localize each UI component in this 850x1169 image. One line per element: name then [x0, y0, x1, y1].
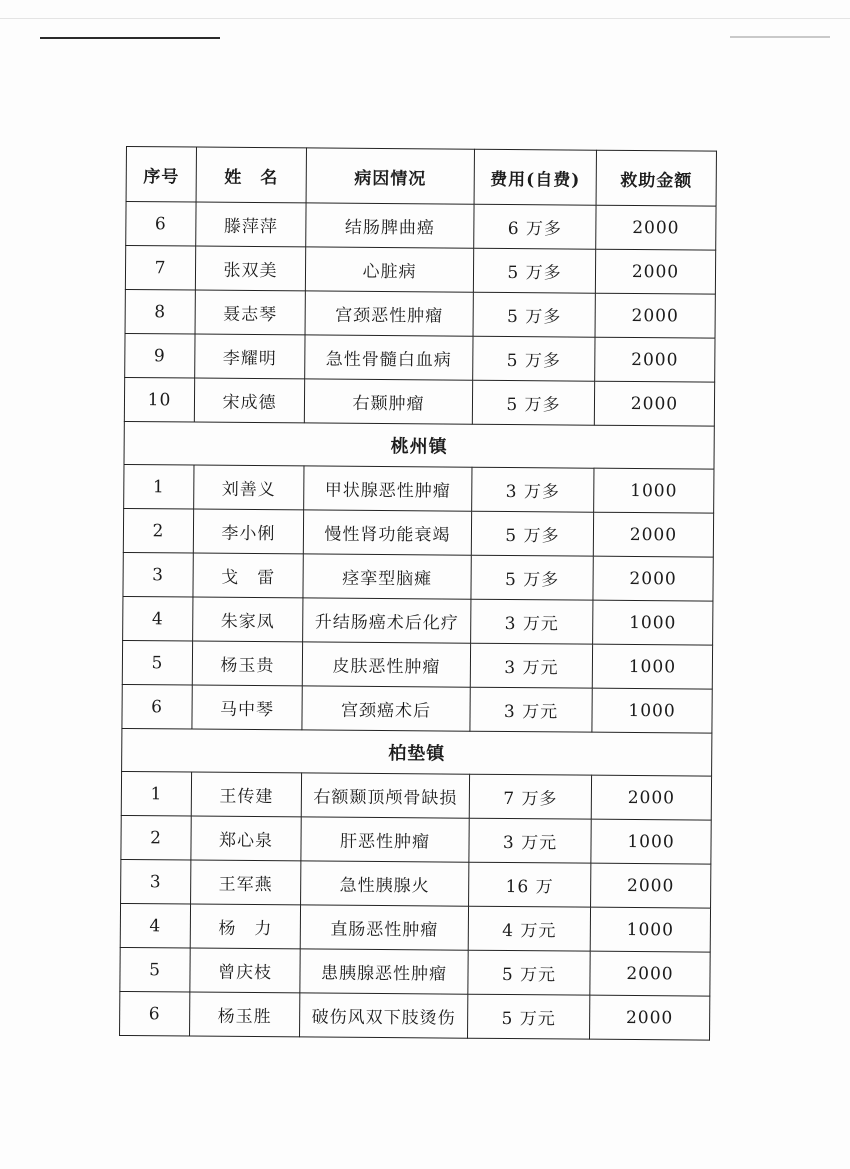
cell-cost: 6 万多	[474, 204, 596, 249]
cell-serial: 5	[120, 947, 190, 992]
table-row	[123, 508, 713, 557]
section-row	[124, 421, 714, 469]
table-row	[125, 246, 715, 295]
cell-aid: 2000	[589, 995, 709, 1040]
cell-serial: 5	[122, 640, 192, 685]
cell-aid: 2000	[595, 249, 715, 294]
cell-name: 刘善义	[194, 465, 304, 510]
cell-name: 李小俐	[193, 509, 303, 554]
cell-serial: 9	[125, 333, 195, 378]
cell-serial: 4	[120, 903, 190, 948]
cell-cause: 急性胰腺火	[301, 861, 469, 906]
cell-cause: 痉挛型脑瘫	[303, 554, 471, 599]
page-rule	[40, 37, 220, 39]
cell-serial: 8	[125, 289, 195, 334]
cell-serial: 7	[125, 246, 195, 291]
table-row	[122, 684, 712, 733]
header-serial: 序号	[126, 147, 196, 203]
table-body	[120, 202, 717, 1041]
cell-cost: 5 万多	[473, 292, 595, 337]
cell-serial: 10	[124, 377, 194, 422]
cell-aid: 2000	[593, 512, 713, 557]
cell-serial: 6	[122, 684, 192, 729]
cell-aid: 1000	[590, 907, 710, 952]
page-rule-faint	[730, 36, 830, 38]
cell-name: 戈 雷	[193, 553, 303, 598]
table-row	[124, 464, 714, 513]
cell-cost: 3 万元	[471, 599, 593, 644]
cell-serial: 2	[123, 508, 193, 553]
cell-name: 郑心泉	[191, 816, 301, 861]
cell-cost: 4 万元	[468, 906, 590, 951]
table-row	[125, 289, 715, 338]
table-row	[120, 947, 710, 996]
header-cause: 病因情况	[306, 148, 474, 204]
table-row	[123, 552, 713, 601]
cell-aid: 1000	[591, 819, 711, 864]
cell-aid: 2000	[596, 205, 716, 250]
cell-cost: 5 万元	[468, 950, 590, 995]
section-title: 柏垫镇	[122, 728, 712, 776]
cell-serial: 6	[120, 991, 190, 1036]
cell-cause: 宫颈癌术后	[302, 686, 470, 731]
cell-name: 聂志琴	[195, 290, 305, 335]
cell-serial: 3	[123, 552, 193, 597]
cell-cause: 肝恶性肿瘤	[301, 817, 469, 862]
table-header-row	[126, 147, 716, 207]
cell-cause: 甲状腺恶性肿瘤	[304, 466, 472, 511]
cell-aid: 2000	[593, 556, 713, 601]
cell-name: 朱家凤	[193, 597, 303, 642]
cell-serial: 4	[123, 596, 193, 641]
cell-cost: 5 万多	[473, 336, 595, 381]
cell-cause: 直肠恶性肿瘤	[300, 905, 468, 950]
cell-name: 李耀明	[195, 334, 305, 379]
cell-aid: 2000	[591, 775, 711, 820]
cell-cost: 3 万元	[470, 687, 592, 732]
cell-name: 王军燕	[191, 860, 301, 905]
cell-cause: 慢性肾功能衰竭	[303, 510, 471, 555]
scan-edge	[0, 18, 850, 19]
cell-cost: 16 万	[469, 862, 591, 907]
cell-serial: 3	[121, 859, 191, 904]
table-row	[120, 991, 710, 1040]
cell-name: 王传建	[191, 772, 301, 817]
cell-aid: 1000	[592, 688, 712, 733]
table-row	[126, 202, 716, 251]
table-row	[125, 333, 715, 382]
cell-aid: 1000	[593, 600, 713, 645]
table-row	[121, 859, 711, 908]
cell-serial: 1	[121, 771, 191, 816]
table-row	[120, 903, 710, 952]
cell-name: 杨玉胜	[190, 992, 300, 1037]
cell-aid: 1000	[594, 468, 714, 513]
cell-cause: 患胰腺恶性肿瘤	[300, 949, 468, 994]
aid-recipient-table	[119, 146, 717, 1041]
cell-cost: 3 万元	[470, 643, 592, 688]
table-row	[124, 377, 714, 426]
cell-aid: 2000	[595, 337, 715, 382]
table-row	[122, 640, 712, 689]
cell-aid: 2000	[595, 293, 715, 338]
cell-name: 杨 力	[190, 904, 300, 949]
cell-cause: 急性骨髓白血病	[305, 335, 473, 380]
cell-serial: 2	[121, 815, 191, 860]
cell-cost: 5 万元	[468, 994, 590, 1039]
cell-cause: 宫颈恶性肿瘤	[305, 291, 473, 336]
section-title: 桃州镇	[124, 421, 714, 469]
cell-aid: 2000	[591, 863, 711, 908]
cell-cost: 5 万多	[471, 511, 593, 556]
cell-name: 曾庆枝	[190, 948, 300, 993]
table-row	[121, 815, 711, 864]
cell-cost: 3 万元	[469, 818, 591, 863]
cell-name: 马中琴	[192, 685, 302, 730]
header-cost: 费用(自费)	[474, 149, 596, 205]
cell-cause: 心脏病	[305, 247, 473, 292]
cell-name: 滕萍萍	[196, 202, 306, 247]
cell-cause: 结肠脾曲癌	[306, 203, 474, 248]
cell-serial: 1	[124, 464, 194, 509]
cell-cause: 右颞肿瘤	[304, 379, 472, 424]
cell-serial: 6	[126, 202, 196, 247]
cell-cause: 皮肤恶性肿瘤	[302, 642, 470, 687]
cell-cost: 5 万多	[473, 248, 595, 293]
cell-cause: 右额颞顶颅骨缺损	[301, 773, 469, 818]
cell-aid: 2000	[594, 381, 714, 426]
cell-aid: 1000	[592, 644, 712, 689]
cell-cost: 5 万多	[472, 380, 594, 425]
cell-cost: 5 万多	[471, 555, 593, 600]
cell-name: 张双美	[195, 246, 305, 291]
section-row	[122, 728, 712, 776]
cell-name: 杨玉贵	[192, 641, 302, 686]
cell-name: 宋成德	[194, 378, 304, 423]
header-name: 姓 名	[196, 147, 306, 203]
table-row	[123, 596, 713, 645]
cell-cost: 3 万多	[472, 467, 594, 512]
cell-aid: 2000	[590, 951, 710, 996]
cell-cause: 破伤风双下肢烫伤	[300, 993, 468, 1038]
cell-cause: 升结肠癌术后化疗	[303, 598, 471, 643]
header-aid: 救助金额	[596, 150, 716, 206]
cell-cost: 7 万多	[469, 774, 591, 819]
table-row	[121, 771, 711, 820]
